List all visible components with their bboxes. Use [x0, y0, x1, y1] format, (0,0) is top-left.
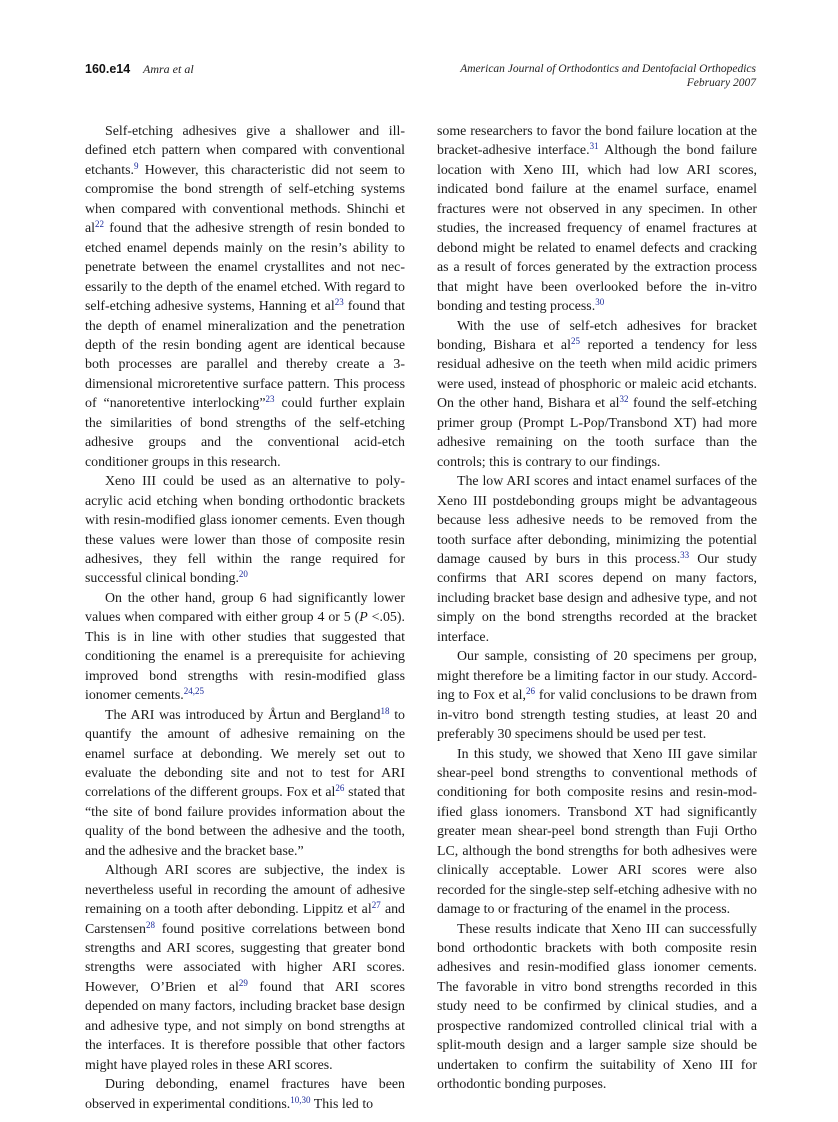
reference-citation[interactable]: 31 — [589, 141, 599, 152]
body-paragraph: Although ARI scores are subjective, the index is nevertheless useful in recording the amount of adhesive remaining on a tooth after debonding. Lippitz et $al^{27}$ and Carstensen$^{28}$ found positive correlations between bond strengths and ARI scores, suggesting that greater bond strengths were associated with higher ARI scores. However, O’Brien et $al^{29}$ found that ARI scores depended on many factors, including bracket base design and adhesive type, and not simply on bond strengths at the interfaces. It is therefore possible that other factors might have played roles in these ARI scores. — [85, 863, 406, 1073]
reference-citation[interactable]: 25 — [570, 335, 580, 346]
issue-date: February 2007 — [686, 77, 756, 89]
body-paragraph: During debonding, enamel fractures have been observed in experimental conditions.$^{10,30}$ This led to — [85, 1077, 405, 1112]
reference-citation[interactable]: 10,30 — [290, 1094, 311, 1105]
left-column — [85, 122, 405, 1114]
running-header — [85, 62, 756, 96]
reference-citation[interactable]: 20 — [238, 569, 248, 580]
reference-citation[interactable]: 23 — [265, 394, 275, 405]
journal-info — [460, 62, 756, 90]
body-paragraph: some researchers to favor the bond failure location at the bracket-adhesive interface.$^{31}$ Although the bond failure location with Xeno III, which had low ARI scores, indicated bond failure at the enamel surface, enamel fractures were not observed in any specimen. In other studies, the increased frequency of enamel fractures at debond might be related to enamel defects and cracking as a result of forces generated by the extraction process that might have been overlooked before the in-vitro bonding and testing process.$^{30}$ — [437, 124, 757, 315]
body-paragraph: These results indicate that Xeno III can successfully bond orthodontic brackets with both composite resin adhesives and resin-modified glass ionomer cements. The favorable in vitro bond strengths recorded in this study need to be confirmed by clinical studies, and a prospective randomized controlled clinical trial with a split-mouth design and a larger sample size should be undertaken to confirm the suitability of Xeno III for orthodontic bonding purposes. — [437, 921, 757, 1093]
reference-citation[interactable]: 30 — [595, 297, 605, 308]
reference-citation[interactable]: 9 — [133, 160, 139, 171]
right-column — [437, 122, 757, 1095]
body-paragraph: Our sample, consisting of 20 specimens per group, might therefore be a limiting factor in our study. According to Fox et al,$^{26}$ for valid conclusions to be drawn from in-vitro bond strength testing studies, at least 20 and preferably 30 specimens should be used per test. — [437, 649, 757, 743]
body-paragraph: In this study, we showed that Xeno III gave similar shear-peel bond strengths to conventional methods of conditioning for both composite resins and resin-modified glass ionomers. Transbond XT had significantly greater mean shear-peel bond strength than Fuji Ortho LC, although the bond strengths for both adhesives were clinically acceptable. Lower ARI scores were also recorded for the single-step self-etching adhesive with no damage to or fracturing of the enamel in the process. — [437, 746, 757, 918]
reference-citation[interactable]: 29 — [238, 977, 248, 988]
reference-citation[interactable]: 23 — [334, 297, 344, 308]
body-paragraph: The ARI was introduced by Årtun and Bergland$^{18}$ to quantify the amount of adhesive remaining on the enamel surface at debonding. We merely set out to evaluate the debonding site and not to test for ARI correlations of the different groups. Fox et $al^{26}$ stated that “the site of bond failure provides information about the quality of the bond between the adhesive and the tooth, and the adhesive and the bracket base.” — [85, 705, 405, 859]
reference-citation[interactable]: 18 — [380, 705, 390, 716]
body-paragraph: Xeno III could be used as an alternative to polyacrylic acid etching when bonding orthodontic brackets with resin-modified glass ionomer cements. Even though these values were lower than those of composite resin adhesives, they fell within the range required for successful clinical bonding.$^{20}$ — [85, 474, 405, 587]
reference-citation[interactable]: 27 — [371, 900, 381, 911]
reference-citation[interactable]: 26 — [526, 686, 536, 697]
reference-citation[interactable]: 33 — [680, 549, 690, 560]
journal-title: American Journal of Orthodontics and Dentofacial Orthopedics — [460, 63, 756, 75]
running-authors: Amra et al — [143, 62, 194, 76]
reference-citation[interactable]: 24,25 — [183, 686, 204, 697]
body-paragraph: The low ARI scores and intact enamel surfaces of the Xeno III postdebonding groups might be advantageous because less adhesive needs to be removed from the tooth surface after debonding, minimizing the potential damage caused by burs in this process.$^{33}$ Our study confirms that ARI scores depend on many factors, including bracket base design and adhesive type, and not simply on the bond strengths recorded at the bracket interface. — [437, 474, 757, 645]
reference-citation[interactable]: 26 — [335, 783, 345, 794]
body-paragraph: On the other hand, group 6 had significantly lower values when compared with either group 4 or 5 (P <.05). This is in line with other studies that suggested that conditioning the enamel is a prerequisite for achieving improved bond strengths with resin-modified glass ionomer cements.$^{24,25}$ — [85, 590, 405, 704]
reference-citation[interactable]: 28 — [145, 919, 155, 930]
reference-citation[interactable]: 32 — [619, 394, 629, 405]
body-paragraph: With the use of self-etch adhesives for bracket bonding, Bishara et $al^{25}$ reported a tendency for less residual adhesive on the teeth when mild acidic primers were used, instead of phosphoric or maleic acid etchants. On the other hand, Bishara et $al^{32}$ found the self-etching primer group (Prompt L-Pop/Transbond XT) had more adhesive remaining on the tooth surface than the controls; this is contrary to our findings. — [437, 318, 757, 470]
body-paragraph: Self-etching adhesives give a shallower and ill-defined etch pattern when compared with conventional etchants.$^9$ However, this characteristic did not seem to compromise the bond strength of self-etching systems when compared with conventional methods. Shinchi et $al^{22}$ found that the adhesive strength of resin bonded to etched enamel depends mainly on the resin’s ability to penetrate between the enamel crystallites and not necessarily to the depth of the enamel etched. With regard to self-etching adhesive systems, Hanning et $al^{23}$ found that the depth of enamel mineralization and the penetration depth of the resin bonding agent are identical because both processes are parallel and thereby create a 3-dimensional microretentive surface pattern. This process of “nanoretentive interlocking”$^{23}$ could further explain the similarities of bond strengths of the self-etching adhesive groups and the conventional acid-etch conditioner groups in this research. — [85, 124, 405, 470]
reference-citation[interactable]: 22 — [95, 219, 105, 230]
page-number: 160.e14 — [85, 62, 131, 76]
italic-symbol: P — [359, 610, 368, 626]
